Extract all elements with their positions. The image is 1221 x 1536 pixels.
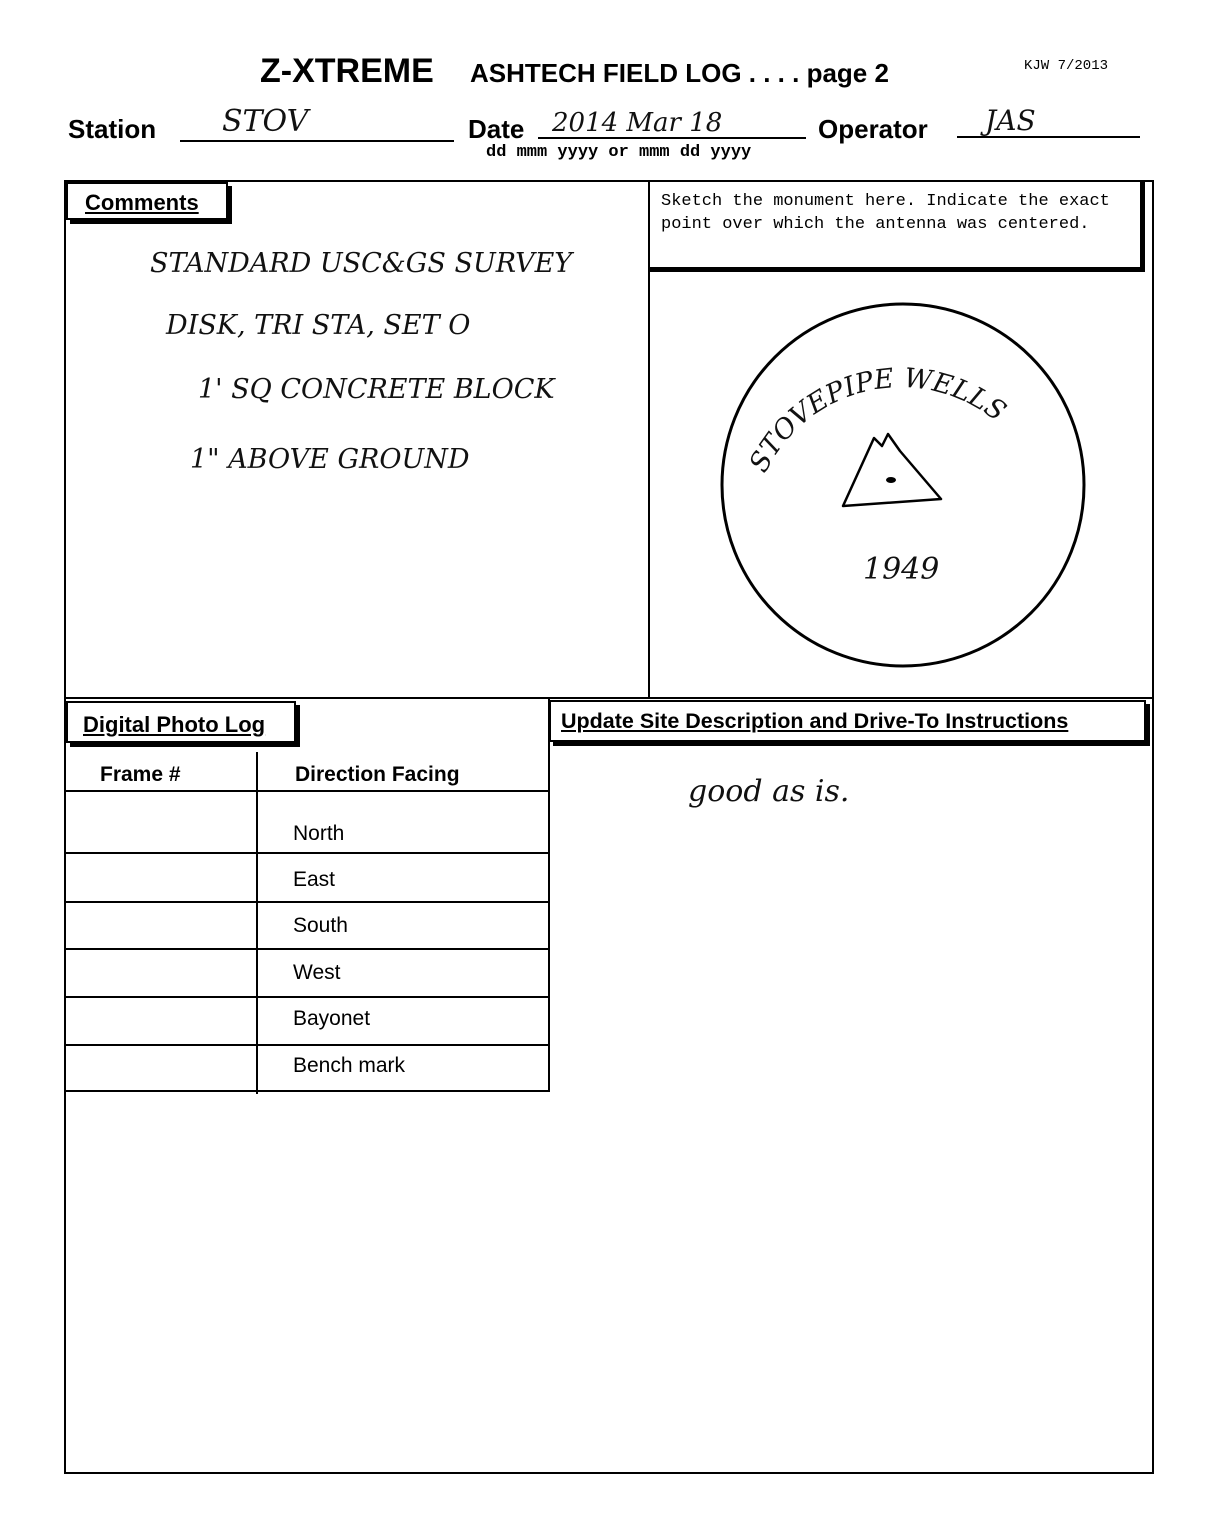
update-description-text[interactable]: good as is. <box>688 774 850 809</box>
operator-label: Operator <box>818 114 928 144</box>
photo-log-tab: Digital Photo Log <box>66 701 296 743</box>
photo-row-north: North <box>293 822 345 845</box>
monument-sketch[interactable] <box>650 276 1152 696</box>
comment-line-1: STANDARD USC&GS SURVEY <box>150 248 573 279</box>
mid-divider <box>64 697 1154 699</box>
comment-line-4: 1" ABOVE GROUND <box>190 444 470 475</box>
photo-log-table <box>64 700 550 1094</box>
frame-input-east[interactable] <box>64 854 256 901</box>
date-label: Date <box>468 114 525 144</box>
frame-input-bayonet[interactable] <box>64 998 256 1044</box>
frame-input-west[interactable] <box>64 950 256 996</box>
station-value[interactable]: STOV <box>222 104 309 139</box>
sketch-instruction-box <box>650 182 1145 272</box>
triangle-mark <box>843 434 941 506</box>
frame-input-north[interactable] <box>64 792 256 852</box>
date-value[interactable]: 2014 Mar 18 <box>552 108 723 138</box>
disk-inscription: STOVEPIPE WELLS <box>743 362 1012 478</box>
form-subtitle: ASHTECH FIELD LOG . . . . page 2 <box>470 58 889 88</box>
form-title: Z-XTREME <box>260 52 434 90</box>
disk-outline <box>722 304 1084 666</box>
comments-tab: Comments <box>66 182 228 220</box>
comment-line-2: DISK, TRI STA, SET O <box>166 310 471 341</box>
revision-code: KJW 7/2013 <box>1024 58 1109 74</box>
sketch-instruction: Sketch the monument here. Indicate the exact point over which the antenna was centered. <box>661 192 1110 234</box>
col-direction-header: Direction Facing <box>295 763 460 786</box>
station-underline <box>180 140 454 142</box>
photo-row-bayonet: Bayonet <box>293 1007 371 1030</box>
disk-year: 1949 <box>863 552 940 587</box>
update-description-tab: Update Site Description and Drive-To Instructions <box>549 700 1146 742</box>
station-label: Station <box>68 114 157 144</box>
col-frame-header: Frame # <box>100 763 181 786</box>
comment-line-3: 1' SQ CONCRETE BLOCK <box>198 374 555 405</box>
frame-input-bench-mark[interactable] <box>64 1046 256 1090</box>
photo-row-west: West <box>293 961 341 984</box>
photo-row-bench-mark: Bench mark <box>293 1054 406 1077</box>
date-format-hint: dd mmm yyyy or mmm dd yyyy <box>486 143 752 162</box>
frame-input-south[interactable] <box>64 903 256 948</box>
photo-row-south: South <box>293 914 348 937</box>
photo-row-east: East <box>293 868 336 891</box>
antenna-point <box>886 477 896 483</box>
operator-value[interactable]: JAS <box>985 104 1036 137</box>
